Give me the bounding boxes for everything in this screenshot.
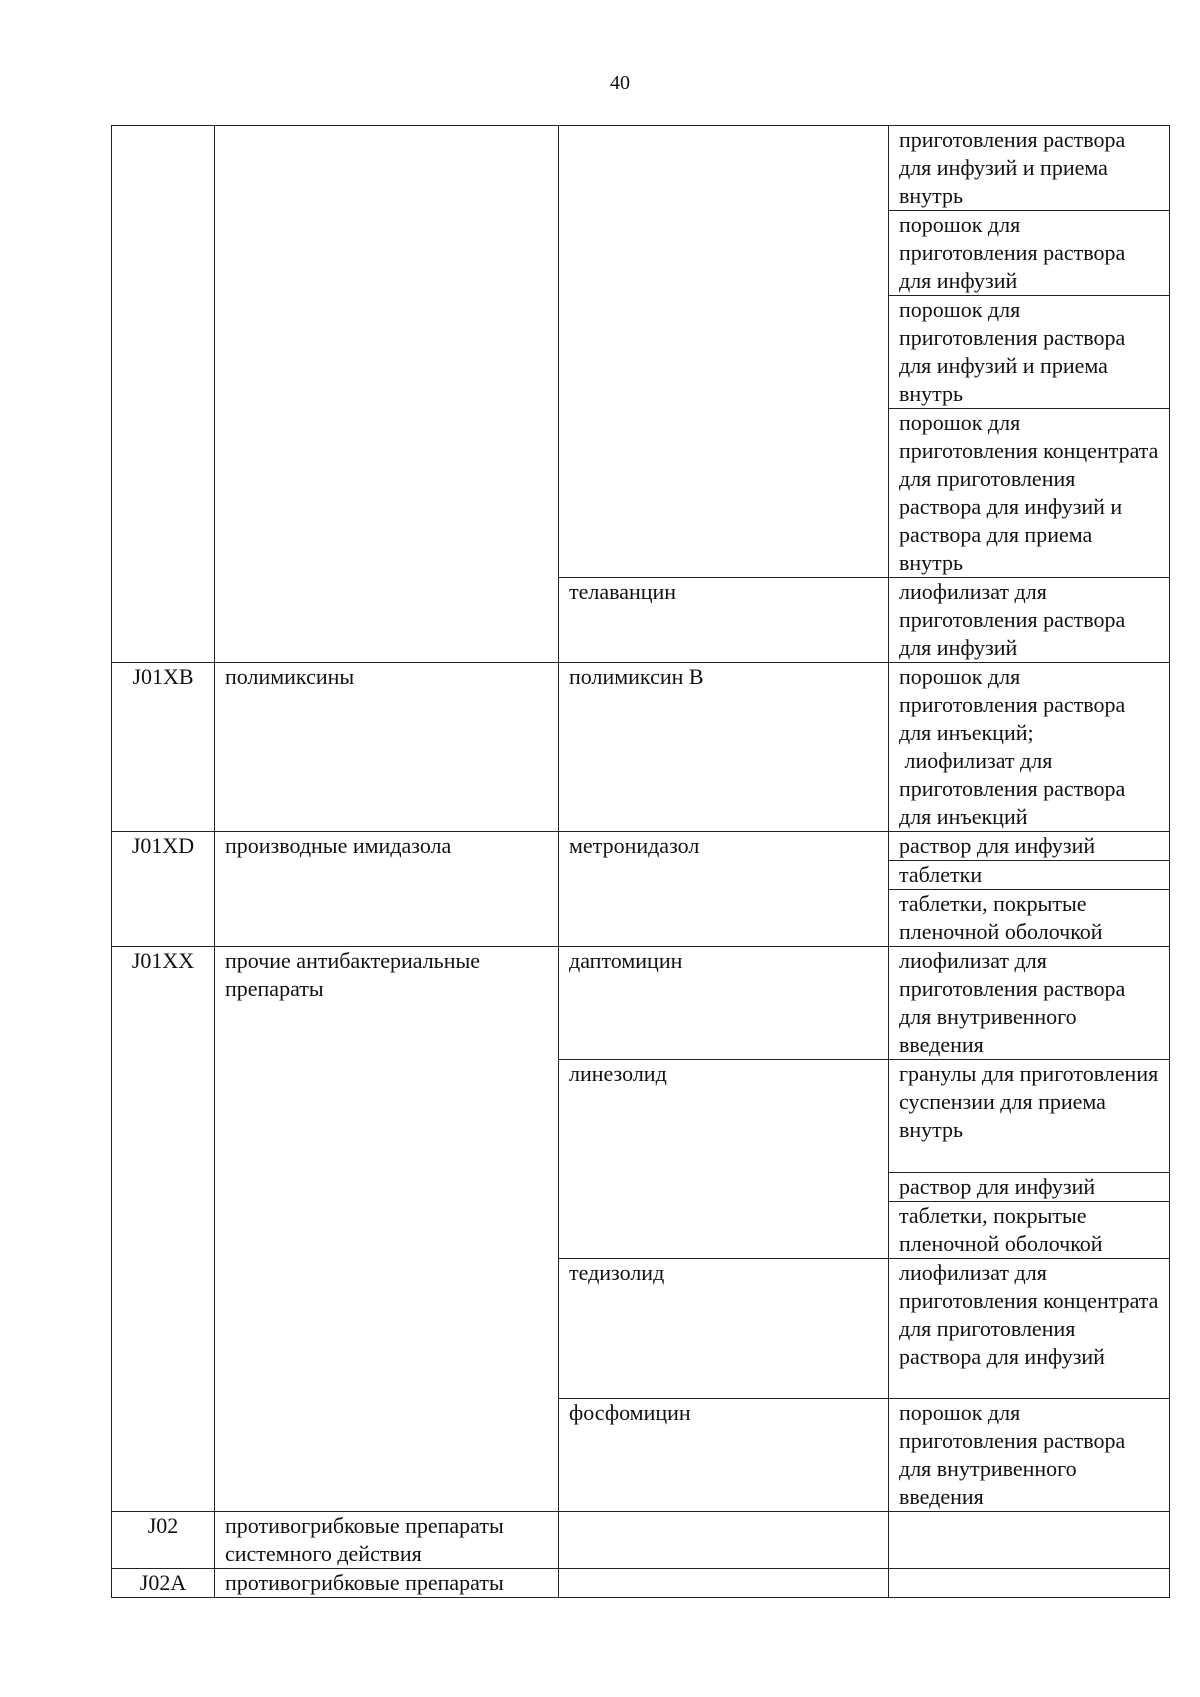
group-cell (215, 126, 559, 663)
dosage-form-cell: раствор для инфузий (889, 832, 1170, 861)
drug-name-cell: фосфомицин (559, 1399, 889, 1512)
dosage-form-cell: таблетки, покрытые пленочной оболочкой (889, 890, 1170, 947)
dosage-form-cell (889, 1512, 1170, 1569)
group-name-cell: производные имидазола (215, 832, 559, 947)
dosage-form-cell: порошок для приготовления раствора для инфузий (889, 211, 1170, 296)
table-row (112, 126, 1170, 211)
dosage-form-cell (889, 663, 1170, 832)
drug-name-cell: полимиксин В (559, 663, 889, 832)
drug-name-cell: даптомицин (559, 947, 889, 1060)
dosage-form-cell: лиофилизат для приготовления раствора для инфузий (889, 578, 1170, 663)
dosage-form-cell (889, 1569, 1170, 1598)
group-name-cell: противогрибковые препараты системного действия (215, 1512, 559, 1569)
dosage-form-line: порошок для приготовления раствора для инъекций; (899, 664, 1126, 745)
drug-name-cell: метронидазол (559, 832, 889, 947)
group-name-cell: прочие антибактериальные препараты (215, 947, 559, 1512)
table-row (112, 1569, 1170, 1598)
dosage-form-cell: таблетки (889, 861, 1170, 890)
table-row (112, 1512, 1170, 1569)
drug-name-cell: линезолид (559, 1060, 889, 1259)
drug-name-cell: телаванцин (559, 578, 889, 663)
drug-name-cell (559, 1569, 889, 1598)
dosage-form-cell: гранулы для приготовления суспензии для приема внутрь (889, 1060, 1170, 1173)
dosage-form-cell: порошок для приготовления раствора для внутривенного введения (889, 1399, 1170, 1512)
dosage-form-cell: таблетки, покрытые пленочной оболочкой (889, 1202, 1170, 1259)
atc-code-cell: J01XX (112, 947, 215, 1512)
group-name-cell: противогрибковые препараты (215, 1569, 559, 1598)
dosage-form-cell: раствор для инфузий (889, 1173, 1170, 1202)
table-row (112, 663, 1170, 832)
drug-name-cell: тедизолид (559, 1259, 889, 1399)
table-row (112, 947, 1170, 1060)
atc-code-cell: J02 (112, 1512, 215, 1569)
dosage-form-cell: лиофилизат для приготовления раствора для внутривенного введения (889, 947, 1170, 1060)
atc-code-cell (112, 126, 215, 663)
drug-cell (559, 126, 889, 578)
dosage-form-cell: порошок для приготовления раствора для инфузий и приема внутрь (889, 296, 1170, 409)
page-number: 40 (610, 72, 630, 94)
atc-code-cell: J02A (112, 1569, 215, 1598)
dosage-form-cell: приготовления раствора для инфузий и приема внутрь (889, 126, 1170, 211)
group-name-cell: полимиксины (215, 663, 559, 832)
atc-code-cell: J01XB (112, 663, 215, 832)
dosage-form-cell: лиофилизат для приготовления концентрата для приготовления раствора для инфузий (889, 1259, 1170, 1399)
drug-name-cell (559, 1512, 889, 1569)
table-row (112, 832, 1170, 861)
medication-table (111, 125, 1170, 1598)
atc-code-cell: J01XD (112, 832, 215, 947)
dosage-form-line: лиофилизат для приготовления раствора для инъекций (899, 748, 1131, 829)
dosage-form-cell: порошок для приготовления концентрата для приготовления раствора для инфузий и раствора для приема внутрь (889, 409, 1170, 578)
